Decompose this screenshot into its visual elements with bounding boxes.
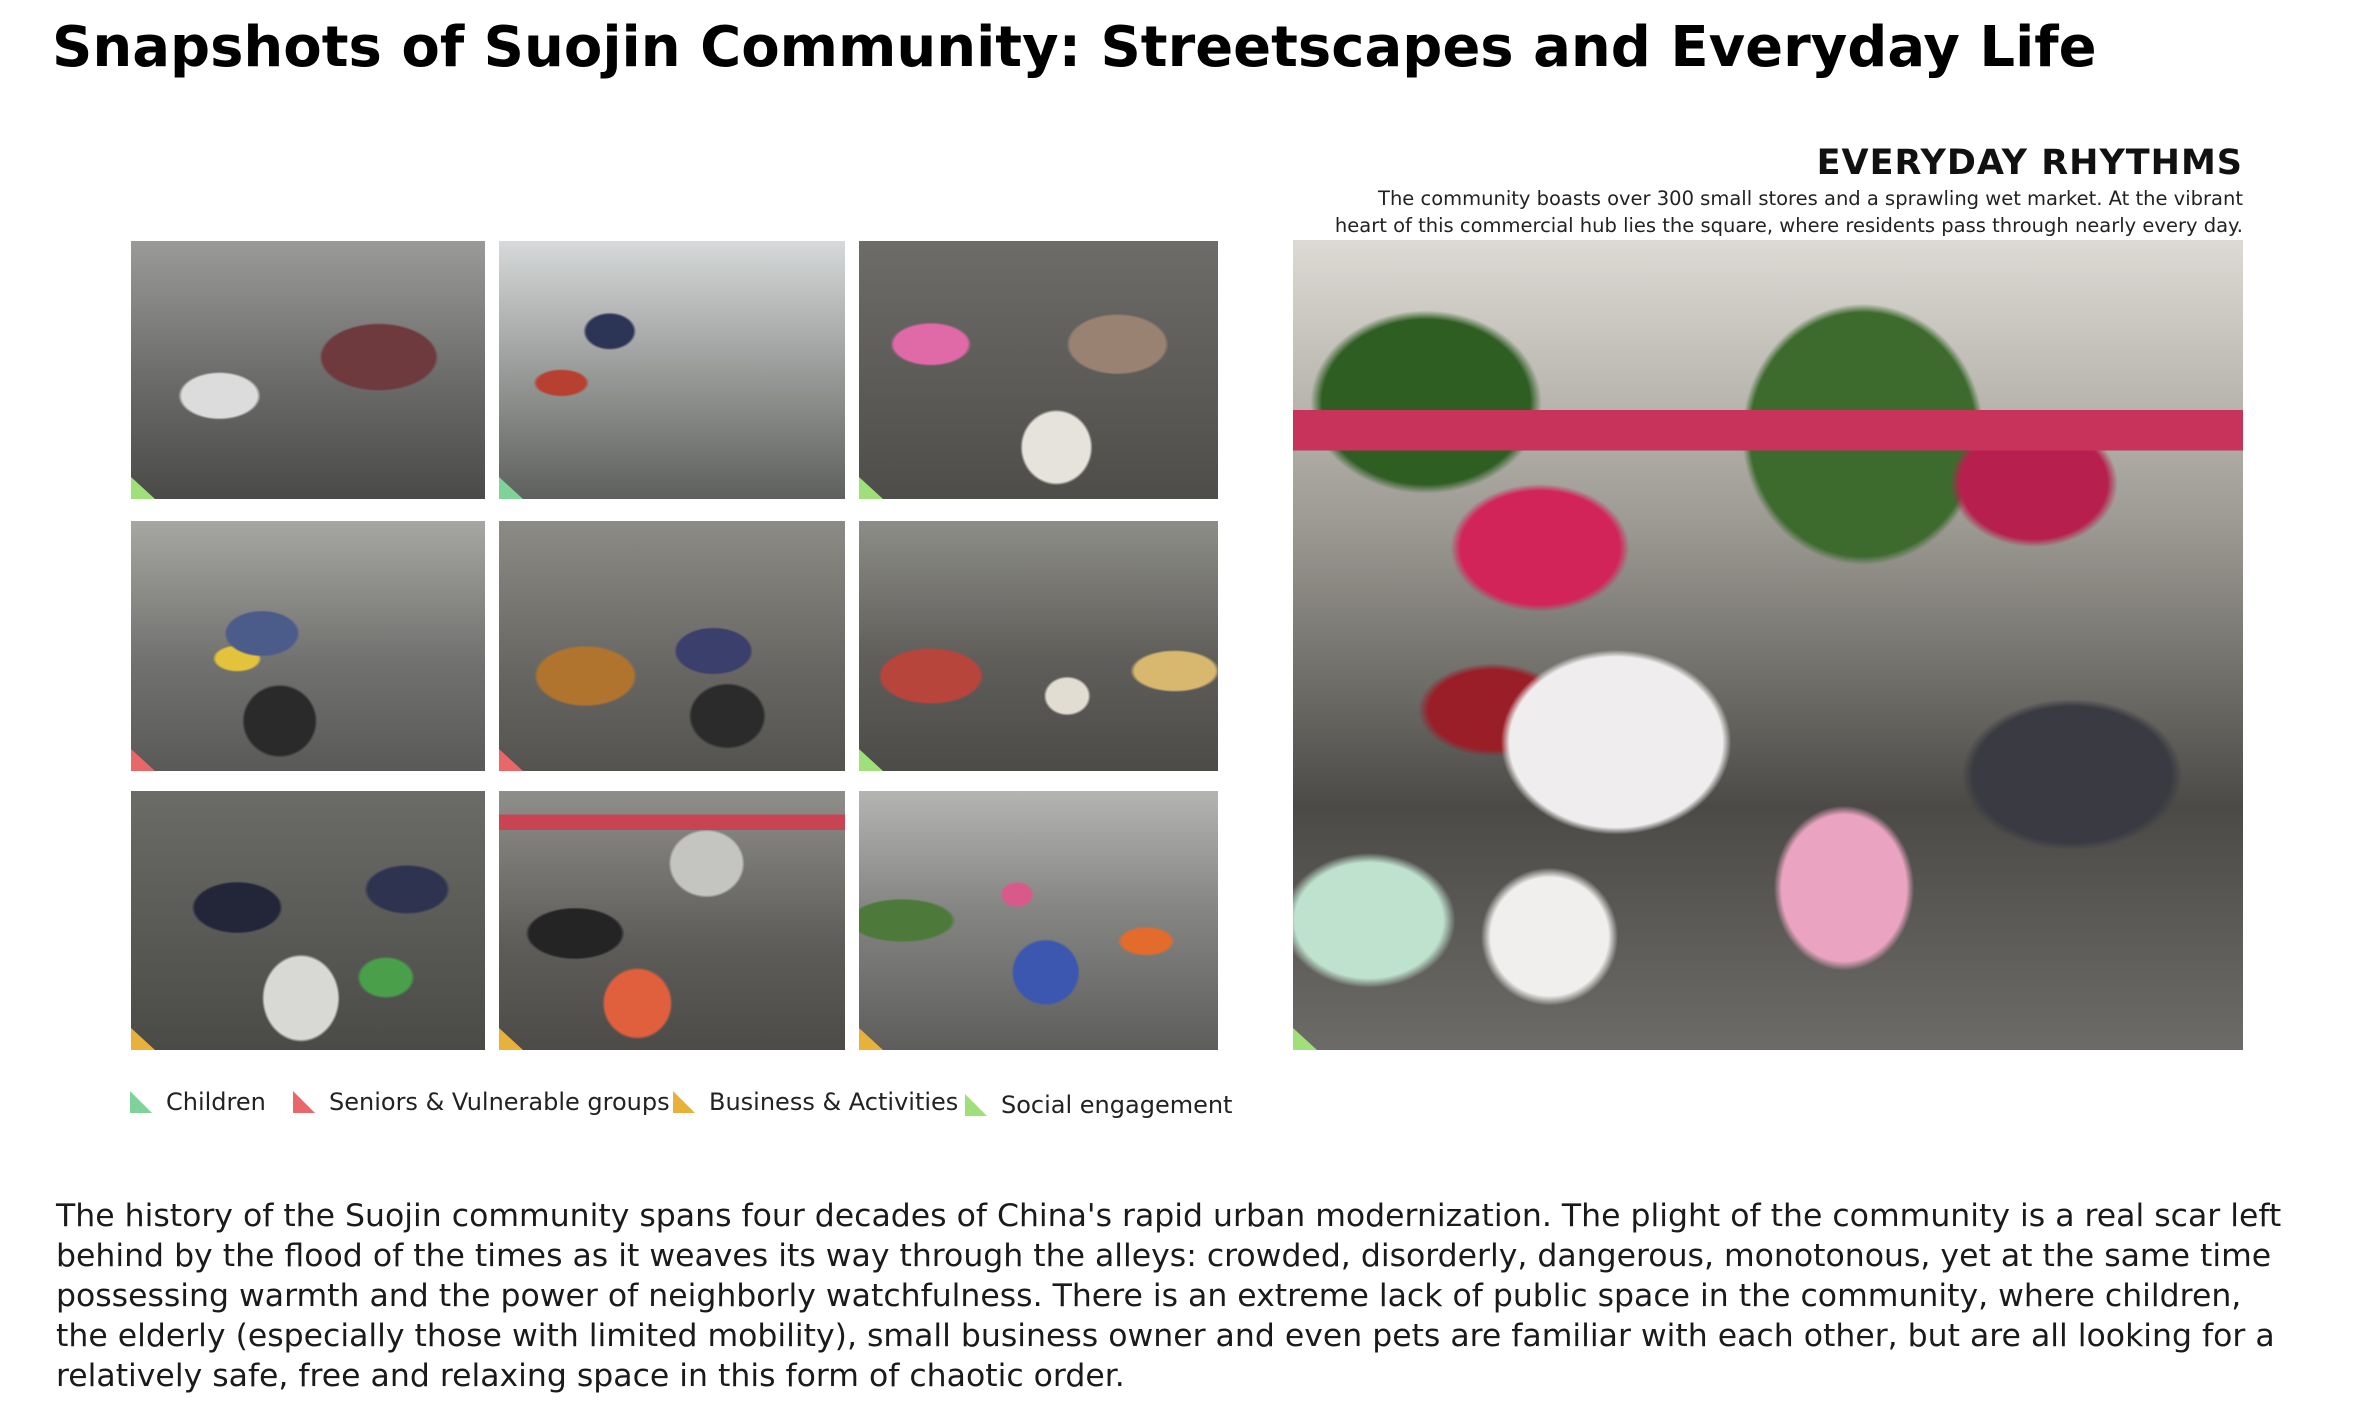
section-heading: EVERYDAY RHYTHMS bbox=[1816, 143, 2243, 183]
legend-triangle-icon bbox=[293, 1091, 315, 1113]
category-marker-seniors bbox=[131, 749, 155, 771]
legend-item-business bbox=[673, 1088, 958, 1116]
community-description bbox=[56, 1196, 2326, 1396]
category-marker-children bbox=[499, 477, 523, 499]
category-marker-business bbox=[131, 1028, 155, 1050]
legend-label: Business & Activities bbox=[709, 1088, 959, 1116]
photo-bicycle-repair-stall bbox=[499, 791, 845, 1050]
paragraph-line: behind by the flood of the times as it weaves its way through the alleys: crowded, disorderly, dangerous, monotonous, yet at the same time bbox=[56, 1238, 2272, 1274]
section-description bbox=[1283, 185, 2243, 239]
photo-residents-market-stall bbox=[859, 241, 1218, 499]
page-title: Snapshots of Suojin Community: Streetscapes and Everyday Life bbox=[52, 15, 2097, 80]
legend-triangle-icon bbox=[673, 1091, 695, 1113]
photo-elder-wheelchair-street bbox=[131, 521, 485, 771]
paragraph-line: The history of the Suojin community spans four decades of China's rapid urban modernization. The plight of the community is a real scar left bbox=[56, 1198, 2282, 1234]
photo-crowded-commercial-street bbox=[1293, 240, 2243, 1050]
category-marker-business bbox=[859, 1028, 883, 1050]
legend-item-social bbox=[965, 1091, 1232, 1119]
category-marker-social bbox=[859, 749, 883, 771]
legend-item-children bbox=[130, 1088, 266, 1116]
category-marker-social bbox=[859, 477, 883, 499]
legend-triangle-icon bbox=[130, 1091, 152, 1113]
paragraph-line: relatively safe, free and relaxing space in this form of chaotic order. bbox=[56, 1358, 1125, 1394]
photo-children-playing-street bbox=[131, 241, 485, 499]
description-line: heart of this commercial hub lies the square, where residents pass through nearly every day. bbox=[1334, 214, 2243, 237]
paragraph-line: possessing warmth and the power of neighborly watchfulness. There is an extreme lack of public space in the community, where children, bbox=[56, 1278, 2242, 1314]
category-marker-business bbox=[499, 1028, 523, 1050]
legend-item-seniors bbox=[293, 1088, 670, 1116]
category-marker-seniors bbox=[499, 749, 523, 771]
paragraph-line: the elderly (especially those with limited mobility), small business owner and even pets are familiar with each other, but are all looking for a bbox=[56, 1318, 2275, 1354]
legend-label: Social engagement bbox=[1001, 1091, 1233, 1119]
photo-elder-wheelchair-dog bbox=[499, 521, 845, 771]
legend-label: Children bbox=[166, 1088, 266, 1116]
photo-vendor-selling-vegetables bbox=[131, 791, 485, 1050]
photo-residents-playing-cards bbox=[859, 521, 1218, 771]
description-line: The community boasts over 300 small stores and a sprawling wet market. At the vibrant bbox=[1378, 187, 2243, 210]
legend-label: Seniors & Vulnerable groups bbox=[329, 1088, 670, 1116]
photo-children-climbing-tree bbox=[499, 241, 845, 499]
legend-triangle-icon bbox=[965, 1094, 987, 1116]
category-marker-social bbox=[1293, 1028, 1317, 1050]
category-marker-social bbox=[131, 477, 155, 499]
photo-street-market-tricycle bbox=[859, 791, 1218, 1050]
